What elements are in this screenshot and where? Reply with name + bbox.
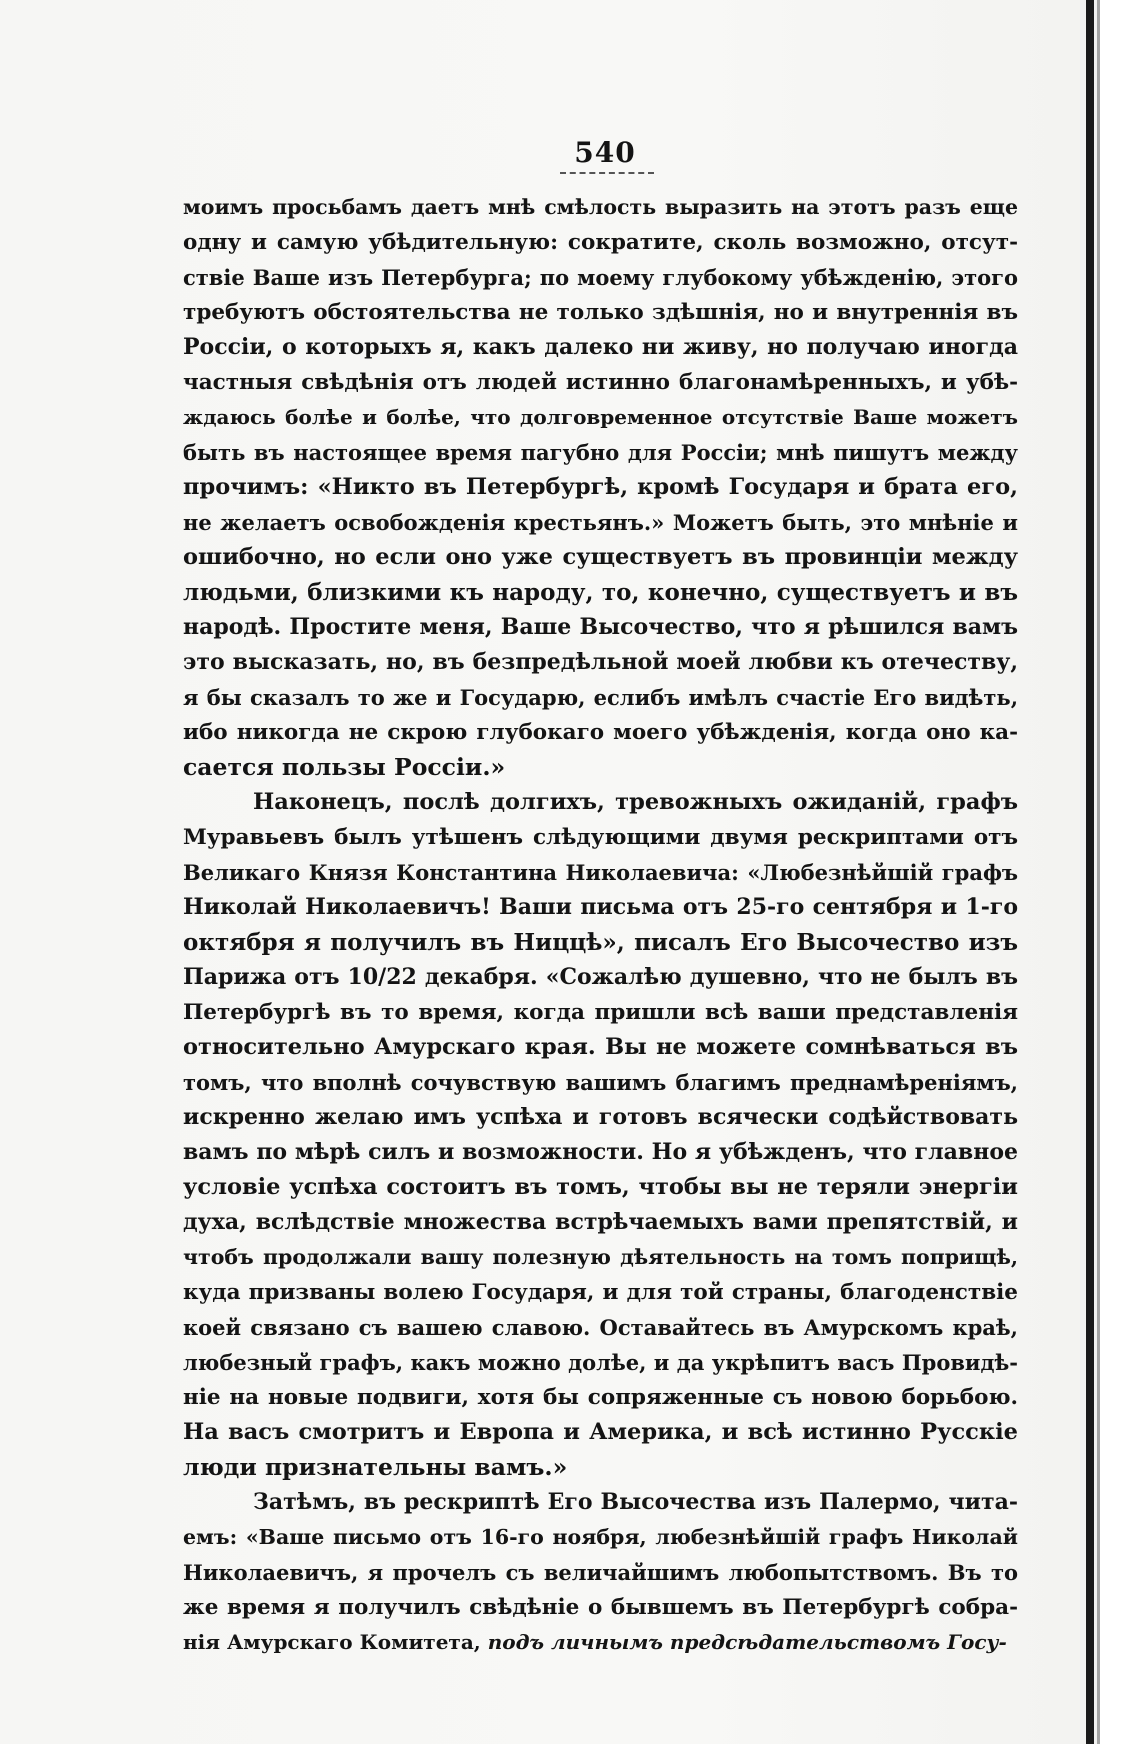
text-line: же время я получилъ свѣдѣніе о бывшемъ въ Петербургѣ собра- — [183, 1595, 1018, 1620]
text-line: ствіе Ваше изъ Петербурга; по моему глубокому убѣжденію, этого — [183, 265, 1018, 290]
text-line: прочимъ: «Никто въ Петербургѣ, кромѣ Государя и брата его, — [183, 474, 1018, 500]
body-text — [183, 190, 1018, 1660]
final-line-plain: нія Амурскаго Комитета, — [183, 1630, 488, 1654]
text-line: куда призваны волею Государя, и для той страны, благоденствіе — [183, 1280, 1018, 1305]
text-line: Муравьевъ былъ утѣшенъ слѣдующими двумя рескриптами отъ — [183, 825, 1018, 850]
text-line: моимъ просьбамъ даетъ мнѣ смѣлость выразить на этотъ разъ еще — [183, 195, 1018, 219]
text-line: я бы сказалъ то же и Государю, еслибъ имѣлъ счастіе Его видѣть, — [183, 685, 1018, 710]
text-line: На васъ смотритъ и Европа и Америка, и всѣ истинно Русскіе — [183, 1419, 1018, 1445]
text-line: не желаетъ освобожденія крестьянъ.» Можетъ быть, это мнѣніе и — [183, 510, 1018, 535]
text-line: люди признательны вамъ.» — [183, 1453, 568, 1481]
binding-edge — [1086, 0, 1094, 1744]
text-line: Великаго Князя Константина Николаевича: «Любезнѣйшій графъ — [183, 860, 1018, 885]
text-line: одну и самую убѣдительную: сократите, сколь возможно, отсут- — [183, 230, 1018, 255]
text-line: это высказать, но, въ безпредѣльной моей любви къ отечеству, — [183, 649, 1018, 675]
text-line: коей связано съ вашею славою. Оставайтесь въ Амурскомъ краѣ, — [183, 1315, 1018, 1340]
text-line: Парижа отъ 10/22 декабря. «Сожалѣю душевно, что не былъ въ — [183, 964, 1018, 990]
text-line: Россіи, о которыхъ я, какъ далеко ни живу, но получаю иногда — [183, 334, 1018, 360]
text-line-final — [183, 1625, 1018, 1660]
text-line: Николай Николаевичъ! Ваши письма отъ 25-го сентября и 1-го — [183, 894, 1018, 920]
text-line: относительно Амурскаго края. Вы не можете сомнѣваться въ — [183, 1034, 1018, 1060]
text-line: ибо никогда не скрою глубокаго моего убѣжденія, когда оно ка- — [183, 720, 1018, 745]
text-line: народѣ. Простите меня, Ваше Высочество, что я рѣшился вамъ — [183, 614, 1018, 640]
text-line: Петербургѣ въ то время, когда пришли всѣ ваши представленія — [183, 1000, 1018, 1025]
text-line: искренно желаю имъ успѣха и готовъ всячески содѣйствовать — [183, 1104, 1018, 1130]
text-line: Николаевичъ, я прочелъ съ величайшимъ любопытствомъ. Въ то — [183, 1560, 1018, 1585]
text-line: емъ: «Ваше письмо отъ 16-го ноября, любезнѣйшій графъ Николай — [183, 1525, 1018, 1549]
text-line: требуютъ обстоятельства не только здѣшнія, но и внутреннія въ — [183, 300, 1018, 325]
text-line: октября я получилъ въ Ниццѣ», писалъ Его Высочество изъ — [183, 929, 1018, 956]
text-line: быть въ настоящее время пагубно для Россіи; мнѣ пишутъ между — [183, 440, 1018, 465]
final-line-italic: подъ личнымъ предсѣдательствомъ Госу- — [487, 1630, 1007, 1654]
text-line: духа, вслѣдствіе множества встрѣчаемыхъ вами препятствій, и — [183, 1209, 1018, 1235]
page-margin-right — [1100, 0, 1140, 1744]
text-line: чтобъ продолжали вашу полезную дѣятельность на томъ поприщѣ, — [183, 1245, 1018, 1269]
text-line: любезный графъ, какъ можно долѣе, и да укрѣпитъ васъ Провидѣ- — [183, 1350, 1018, 1375]
text-line: людьми, близкими къ народу, то, конечно, существуетъ и въ — [183, 579, 1018, 606]
text-line: Затѣмъ, въ рескриптѣ Его Высочества изъ Палермо, чита- — [253, 1489, 1018, 1515]
text-line: частныя свѣдѣнія отъ людей истинно благонамѣренныхъ, и убѣ- — [183, 370, 1018, 395]
text-line: ошибочно, но если оно уже существуетъ въ провинціи между — [183, 544, 1018, 570]
text-line: сается пользы Россіи.» — [183, 753, 506, 781]
text-line: ніе на новые подвиги, хотя бы сопряженные съ новою борьбою. — [183, 1385, 1018, 1410]
text-line: вамъ по мѣрѣ силъ и возможности. Но я убѣжденъ, что главное — [183, 1139, 1018, 1165]
text-line: условіе успѣха состоитъ въ томъ, чтобы вы не теряли энергіи — [183, 1174, 1018, 1200]
text-line: ждаюсь болѣе и болѣе, что долговременное отсутствіе Ваше можетъ — [183, 405, 1018, 429]
text-line: Наконецъ, послѣ долгихъ, тревожныхъ ожиданій, графъ — [253, 789, 1018, 815]
page-number-rule — [560, 172, 654, 174]
text-line: томъ, что вполнѣ сочувствую вашимъ благимъ преднамѣреніямъ, — [183, 1070, 1018, 1095]
page-number: 540 — [574, 136, 636, 169]
binding-edge-shadow — [1097, 0, 1100, 1744]
